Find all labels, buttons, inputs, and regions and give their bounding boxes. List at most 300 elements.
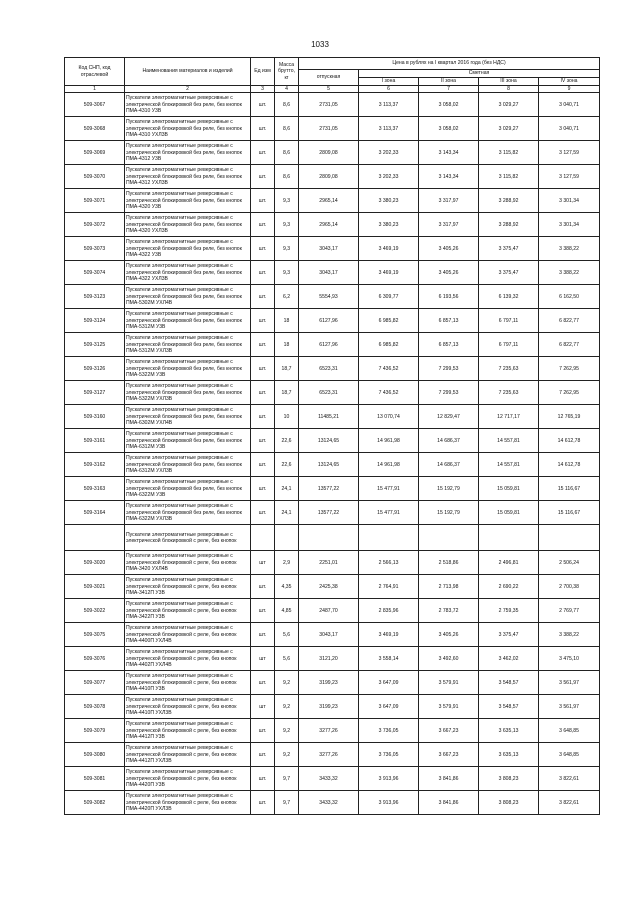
item-mass: 22,6 <box>275 453 299 477</box>
item-mass: 9,2 <box>275 719 299 743</box>
zone-2-price: 3 492,60 <box>419 647 479 671</box>
item-name: Пускатели электромагнитные реверсивные с электрической блокировкой с реле, без кнопок ПМА-4402П УХЛ4В <box>125 647 251 671</box>
release-price: 2731,05 <box>299 117 359 141</box>
item-unit: шт. <box>251 767 275 791</box>
item-code: 509-3068 <box>65 117 125 141</box>
zone-4-price: 3 475,10 <box>539 647 600 671</box>
item-mass: 8,6 <box>275 93 299 117</box>
item-mass: 9,7 <box>275 767 299 791</box>
column-number: 9 <box>539 86 600 93</box>
item-unit: шт <box>251 647 275 671</box>
table-row <box>65 575 600 599</box>
item-name: Пускатели электромагнитные реверсивные с электрической блокировкой без реле, без кнопок ПМА-4322 У3В <box>125 237 251 261</box>
item-name: Пускатели электромагнитные реверсивные с электрической блокировкой с реле, без кнопок ПМА-4412П У3В <box>125 719 251 743</box>
release-price: 3433,32 <box>299 767 359 791</box>
zone-3-price: 3 635,13 <box>479 743 539 767</box>
item-name: Пускатели электромагнитные реверсивные с электрической блокировкой без реле, без кнопок ПМА-5312М У3В <box>125 309 251 333</box>
zone-2-price: 3 841,86 <box>419 791 479 815</box>
item-code: 509-3071 <box>65 189 125 213</box>
zone-4-price: 14 612,78 <box>539 429 600 453</box>
release-price: 3043,17 <box>299 237 359 261</box>
zone-3-price: 3 808,23 <box>479 767 539 791</box>
item-unit: шт <box>251 695 275 719</box>
zone-2-price: 7 299,53 <box>419 357 479 381</box>
item-unit: шт. <box>251 285 275 309</box>
zone-4-price: 7 262,95 <box>539 381 600 405</box>
release-price: 13577,22 <box>299 477 359 501</box>
table-row <box>65 477 600 501</box>
item-unit: шт. <box>251 165 275 189</box>
column-number: 7 <box>419 86 479 93</box>
release-price: 2965,14 <box>299 189 359 213</box>
item-unit: шт. <box>251 381 275 405</box>
zone-2-price: 12 829,47 <box>419 405 479 429</box>
zone-4-price: 2 506,24 <box>539 551 600 575</box>
zone-3-price: 6 797,11 <box>479 309 539 333</box>
item-name: Пускатели электромагнитные реверсивные с электрической блокировкой без реле, без кнопок ПМА-6312М УХЛ3В <box>125 453 251 477</box>
item-code: 509-3020 <box>65 551 125 575</box>
zone-1-price: 6 985,82 <box>359 333 419 357</box>
table-row <box>65 93 600 117</box>
section-row <box>65 525 600 551</box>
item-name: Пускатели электромагнитные реверсивные с электрической блокировкой без реле, без кнопок ПМА-5302М УХЛ4В <box>125 285 251 309</box>
zone-1-price: 3 469,19 <box>359 623 419 647</box>
item-unit: шт. <box>251 599 275 623</box>
release-price: 3277,26 <box>299 719 359 743</box>
zone-1-price: 3 558,14 <box>359 647 419 671</box>
header-unit: Ед изм <box>251 58 275 86</box>
zone-2-price: 3 143,34 <box>419 141 479 165</box>
item-mass: 18 <box>275 333 299 357</box>
zone-3-price: 7 235,63 <box>479 357 539 381</box>
item-name: Пускатели электромагнитные реверсивные с электрической блокировкой без реле, без кнопок ПМА-4312 УХЛ3В <box>125 165 251 189</box>
item-name: Пускатели электромагнитные реверсивные с электрической блокировкой с реле, без кнопок ПМА-4410П УХЛ3В <box>125 695 251 719</box>
zone-3-price: 15 059,81 <box>479 501 539 525</box>
item-unit: шт. <box>251 477 275 501</box>
table-row <box>65 429 600 453</box>
zone-1-price: 15 477,91 <box>359 501 419 525</box>
item-code: 509-3162 <box>65 453 125 477</box>
zone-4-price: 3 040,71 <box>539 117 600 141</box>
item-name: Пускатели электромагнитные реверсивные с электрической блокировкой без реле, без кнопок ПМА-5322М УХЛ3В <box>125 381 251 405</box>
zone-1-price: 6 985,82 <box>359 309 419 333</box>
column-number: 4 <box>275 86 299 93</box>
table-row <box>65 213 600 237</box>
item-unit: шт. <box>251 623 275 647</box>
zone-3-price: 3 375,47 <box>479 623 539 647</box>
item-mass: 24,1 <box>275 477 299 501</box>
zone-2-price: 3 405,26 <box>419 261 479 285</box>
zone-2-price: 3 579,91 <box>419 671 479 695</box>
header-zone-1: I зона <box>359 78 419 86</box>
item-name: Пускатели электромагнитные реверсивные с электрической блокировкой с реле, без кнопок ПМА-3420 УХЛ4В <box>125 551 251 575</box>
zone-2-price: 3 841,86 <box>419 767 479 791</box>
column-number: 1 <box>65 86 125 93</box>
item-unit: шт. <box>251 189 275 213</box>
empty-cell <box>359 525 419 551</box>
zone-1-price: 6 309,77 <box>359 285 419 309</box>
item-mass: 22,6 <box>275 429 299 453</box>
empty-cell <box>65 525 125 551</box>
zone-1-price: 3 469,19 <box>359 261 419 285</box>
release-price: 11485,21 <box>299 405 359 429</box>
item-mass: 6,2 <box>275 285 299 309</box>
item-name: Пускатели электромагнитные реверсивные с электрической блокировкой без реле, без кнопок ПМА-4320 У3В <box>125 189 251 213</box>
table-row <box>65 309 600 333</box>
zone-2-price: 3 317,97 <box>419 189 479 213</box>
zone-2-price: 2 518,86 <box>419 551 479 575</box>
item-code: 509-3069 <box>65 141 125 165</box>
zone-2-price: 3 058,02 <box>419 93 479 117</box>
item-mass: 9,3 <box>275 237 299 261</box>
item-code: 509-3072 <box>65 213 125 237</box>
column-number: 3 <box>251 86 275 93</box>
empty-cell <box>419 525 479 551</box>
zone-4-price: 3 561,97 <box>539 671 600 695</box>
release-price: 6523,31 <box>299 381 359 405</box>
column-number: 6 <box>359 86 419 93</box>
zone-4-price: 6 162,50 <box>539 285 600 309</box>
table-row <box>65 671 600 695</box>
table-row <box>65 405 600 429</box>
zone-3-price: 14 557,81 <box>479 453 539 477</box>
zone-1-price: 3 913,96 <box>359 767 419 791</box>
item-code: 509-3076 <box>65 647 125 671</box>
zone-2-price: 3 317,97 <box>419 213 479 237</box>
header-price-group: Цена в рублях на I квартал 2016 года (без НДС) <box>299 58 600 70</box>
zone-1-price: 13 070,74 <box>359 405 419 429</box>
zone-3-price: 3 548,57 <box>479 695 539 719</box>
zone-1-price: 3 647,09 <box>359 695 419 719</box>
item-unit: шт. <box>251 309 275 333</box>
table-row <box>65 285 600 309</box>
header-mass: Масса брутто, кг <box>275 58 299 86</box>
zone-1-price: 3 736,05 <box>359 719 419 743</box>
zone-1-price: 2 835,96 <box>359 599 419 623</box>
zone-4-price: 3 648,85 <box>539 719 600 743</box>
item-name: Пускатели электромагнитные реверсивные с электрической блокировкой с реле, без кнопок ПМА-4412П УХЛ3В <box>125 743 251 767</box>
zone-4-price: 7 262,95 <box>539 357 600 381</box>
column-number: 5 <box>299 86 359 93</box>
zone-3-price: 3 288,92 <box>479 189 539 213</box>
item-mass: 18 <box>275 309 299 333</box>
table-row <box>65 551 600 575</box>
zone-3-price: 6 797,11 <box>479 333 539 357</box>
table-row <box>65 237 600 261</box>
item-mass: 8,6 <box>275 165 299 189</box>
header-name: Наименования материалов и изделий <box>125 58 251 86</box>
zone-1-price: 3 736,05 <box>359 743 419 767</box>
item-mass: 9,3 <box>275 189 299 213</box>
empty-cell <box>539 525 600 551</box>
release-price: 2425,38 <box>299 575 359 599</box>
item-name: Пускатели электромагнитные реверсивные с электрической блокировкой с реле, без кнопок ПМА-4410П У3В <box>125 671 251 695</box>
item-unit: шт. <box>251 333 275 357</box>
item-unit: шт. <box>251 405 275 429</box>
release-price: 3433,32 <box>299 791 359 815</box>
item-code: 509-3163 <box>65 477 125 501</box>
item-code: 509-3070 <box>65 165 125 189</box>
zone-1-price: 3 202,33 <box>359 141 419 165</box>
zone-1-price: 3 647,09 <box>359 671 419 695</box>
item-code: 509-3126 <box>65 357 125 381</box>
table-row <box>65 117 600 141</box>
zone-2-price: 3 579,91 <box>419 695 479 719</box>
item-code: 509-3125 <box>65 333 125 357</box>
zone-3-price: 3 635,13 <box>479 719 539 743</box>
item-name: Пускатели электромагнитные реверсивные с электрической блокировкой с реле, без кнопок ПМА-3412П У3В <box>125 575 251 599</box>
zone-3-price: 12 717,17 <box>479 405 539 429</box>
zone-1-price: 3 469,19 <box>359 237 419 261</box>
item-name: Пускатели электромагнитные реверсивные с электрической блокировкой без реле, без кнопок ПМА-5322М У3В <box>125 357 251 381</box>
zone-4-price: 3 388,22 <box>539 237 600 261</box>
item-mass: 9,2 <box>275 695 299 719</box>
item-name: Пускатели электромагнитные реверсивные с электрической блокировкой с реле, без кнопок ПМА-4420П У3В <box>125 767 251 791</box>
zone-4-price: 3 648,85 <box>539 743 600 767</box>
release-price: 13124,65 <box>299 429 359 453</box>
item-mass: 4,85 <box>275 599 299 623</box>
zone-1-price: 3 113,37 <box>359 93 419 117</box>
page-number: 1033 <box>311 40 329 49</box>
item-code: 509-3127 <box>65 381 125 405</box>
item-code: 509-3081 <box>65 767 125 791</box>
item-mass: 8,6 <box>275 117 299 141</box>
release-price: 6523,31 <box>299 357 359 381</box>
item-mass: 10 <box>275 405 299 429</box>
zone-3-price: 3 808,23 <box>479 791 539 815</box>
item-unit: шт. <box>251 141 275 165</box>
table-row <box>65 141 600 165</box>
release-price: 3199,23 <box>299 695 359 719</box>
zone-2-price: 2 713,98 <box>419 575 479 599</box>
zone-2-price: 2 783,72 <box>419 599 479 623</box>
zone-2-price: 7 299,53 <box>419 381 479 405</box>
zone-1-price: 2 764,91 <box>359 575 419 599</box>
item-mass: 5,6 <box>275 647 299 671</box>
item-unit: шт. <box>251 357 275 381</box>
header-zone-2: II зона <box>419 78 479 86</box>
item-mass: 9,7 <box>275 791 299 815</box>
release-price: 2965,14 <box>299 213 359 237</box>
item-unit: шт. <box>251 453 275 477</box>
zone-4-price: 14 612,78 <box>539 453 600 477</box>
release-price: 3121,20 <box>299 647 359 671</box>
table-row <box>65 501 600 525</box>
release-price: 6127,96 <box>299 309 359 333</box>
zone-4-price: 3 388,22 <box>539 261 600 285</box>
zone-4-price: 2 700,38 <box>539 575 600 599</box>
column-number: 8 <box>479 86 539 93</box>
zone-2-price: 3 058,02 <box>419 117 479 141</box>
item-code: 509-3164 <box>65 501 125 525</box>
item-code: 509-3161 <box>65 429 125 453</box>
item-name: Пускатели электромагнитные реверсивные с электрической блокировкой без реле, без кнопок ПМА-4322 УХЛ3В <box>125 261 251 285</box>
item-name: Пускатели электромагнитные реверсивные с электрической блокировкой без реле, без кнопок ПМА-6302М УХЛ4В <box>125 405 251 429</box>
table-row <box>65 381 600 405</box>
zone-1-price: 3 113,37 <box>359 117 419 141</box>
item-mass: 9,2 <box>275 743 299 767</box>
section-title: Пускатели электромагнитные реверсивные с электрической блокировкой с реле, без кнопок <box>125 525 251 551</box>
header-zone-3: III зона <box>479 78 539 86</box>
zone-2-price: 15 192,79 <box>419 501 479 525</box>
item-name: Пускатели электромагнитные реверсивные с электрической блокировкой без реле, без кнопок ПМА-5312М УХЛ3В <box>125 333 251 357</box>
zone-3-price: 3 029,27 <box>479 93 539 117</box>
zone-2-price: 6 193,56 <box>419 285 479 309</box>
zone-4-price: 3 561,97 <box>539 695 600 719</box>
item-name: Пускатели электромагнитные реверсивные с электрической блокировкой с реле, без кнопок ПМА-4400П УХЛ4В <box>125 623 251 647</box>
item-name: Пускатели электромагнитные реверсивные с электрической блокировкой без реле, без кнопок ПМА-4320 УХЛ3В <box>125 213 251 237</box>
table-row <box>65 453 600 477</box>
item-code: 509-3022 <box>65 599 125 623</box>
item-unit: шт. <box>251 791 275 815</box>
release-price: 3277,26 <box>299 743 359 767</box>
item-mass: 8,6 <box>275 141 299 165</box>
item-unit: шт. <box>251 501 275 525</box>
empty-cell <box>479 525 539 551</box>
zone-2-price: 6 857,13 <box>419 333 479 357</box>
item-name: Пускатели электромагнитные реверсивные с электрической блокировкой без реле, без кнопок ПМА-6322М У3В <box>125 477 251 501</box>
item-unit: шт. <box>251 117 275 141</box>
zone-2-price: 6 857,13 <box>419 309 479 333</box>
table-row <box>65 333 600 357</box>
zone-3-price: 2 496,81 <box>479 551 539 575</box>
zone-4-price: 6 822,77 <box>539 333 600 357</box>
item-code: 509-3124 <box>65 309 125 333</box>
zone-1-price: 7 436,52 <box>359 381 419 405</box>
zone-4-price: 3 388,22 <box>539 623 600 647</box>
release-price: 6127,96 <box>299 333 359 357</box>
zone-4-price: 6 822,77 <box>539 309 600 333</box>
header-zone-4: IV зона <box>539 78 600 86</box>
zone-1-price: 7 436,52 <box>359 357 419 381</box>
zone-4-price: 15 116,67 <box>539 501 600 525</box>
zone-1-price: 3 913,96 <box>359 791 419 815</box>
zone-3-price: 3 462,02 <box>479 647 539 671</box>
release-price: 2251,01 <box>299 551 359 575</box>
item-code: 509-3079 <box>65 719 125 743</box>
item-mass: 9,2 <box>275 671 299 695</box>
item-unit: шт. <box>251 261 275 285</box>
item-unit: шт. <box>251 575 275 599</box>
zone-3-price: 3 375,47 <box>479 237 539 261</box>
item-code: 509-3077 <box>65 671 125 695</box>
item-mass: 9,3 <box>275 213 299 237</box>
table-row <box>65 261 600 285</box>
release-price: 13124,65 <box>299 453 359 477</box>
item-code: 509-3080 <box>65 743 125 767</box>
empty-cell <box>299 525 359 551</box>
item-unit: шт. <box>251 719 275 743</box>
item-mass: 4,35 <box>275 575 299 599</box>
zone-3-price: 3 375,47 <box>479 261 539 285</box>
item-unit: шт. <box>251 93 275 117</box>
item-code: 509-3078 <box>65 695 125 719</box>
zone-1-price: 15 477,91 <box>359 477 419 501</box>
release-price: 2731,05 <box>299 93 359 117</box>
zone-2-price: 3 405,26 <box>419 237 479 261</box>
item-mass: 24,1 <box>275 501 299 525</box>
zone-2-price: 14 686,37 <box>419 429 479 453</box>
zone-4-price: 3 301,34 <box>539 213 600 237</box>
zone-1-price: 14 961,98 <box>359 453 419 477</box>
zone-4-price: 3 127,59 <box>539 141 600 165</box>
empty-cell <box>275 525 299 551</box>
item-name: Пускатели электромагнитные реверсивные с электрической блокировкой без реле, без кнопок ПМА-6322М УХЛ3В <box>125 501 251 525</box>
zone-4-price: 3 301,34 <box>539 189 600 213</box>
item-mass: 18,7 <box>275 381 299 405</box>
item-code: 509-3073 <box>65 237 125 261</box>
zone-3-price: 6 139,32 <box>479 285 539 309</box>
item-unit: шт. <box>251 671 275 695</box>
zone-2-price: 14 686,37 <box>419 453 479 477</box>
zone-3-price: 3 115,82 <box>479 165 539 189</box>
item-unit: шт <box>251 551 275 575</box>
release-price: 2487,70 <box>299 599 359 623</box>
table-row <box>65 719 600 743</box>
table-row <box>65 189 600 213</box>
release-price: 2809,08 <box>299 165 359 189</box>
table-row <box>65 647 600 671</box>
zone-4-price: 3 040,71 <box>539 93 600 117</box>
header-estimate: Сметная <box>359 70 600 78</box>
zone-3-price: 15 059,81 <box>479 477 539 501</box>
header-code: Код СНП, код отраслевой <box>65 58 125 86</box>
release-price: 3199,23 <box>299 671 359 695</box>
item-mass: 2,9 <box>275 551 299 575</box>
zone-1-price: 14 961,98 <box>359 429 419 453</box>
zone-3-price: 7 235,63 <box>479 381 539 405</box>
zone-2-price: 15 192,79 <box>419 477 479 501</box>
table-row <box>65 165 600 189</box>
zone-2-price: 3 667,23 <box>419 743 479 767</box>
zone-2-price: 3 405,26 <box>419 623 479 647</box>
zone-3-price: 14 557,81 <box>479 429 539 453</box>
zone-3-price: 3 548,57 <box>479 671 539 695</box>
item-code: 509-3074 <box>65 261 125 285</box>
release-price: 3043,17 <box>299 261 359 285</box>
item-mass: 5,6 <box>275 623 299 647</box>
item-name: Пускатели электромагнитные реверсивные с электрической блокировкой без реле, без кнопок ПМА-4310 У3В <box>125 93 251 117</box>
item-code: 509-3082 <box>65 791 125 815</box>
item-name: Пускатели электромагнитные реверсивные с электрической блокировкой без реле, без кнопок ПМА-4312 У3В <box>125 141 251 165</box>
item-unit: шт. <box>251 237 275 261</box>
zone-4-price: 3 127,59 <box>539 165 600 189</box>
item-mass: 9,3 <box>275 261 299 285</box>
table-row <box>65 357 600 381</box>
item-name: Пускатели электромагнитные реверсивные с электрической блокировкой без реле, без кнопок ПМА-6312М У3В <box>125 429 251 453</box>
table-row <box>65 695 600 719</box>
item-unit: шт. <box>251 429 275 453</box>
zone-1-price: 3 380,23 <box>359 189 419 213</box>
zone-1-price: 3 380,23 <box>359 213 419 237</box>
item-code: 509-3067 <box>65 93 125 117</box>
table-row <box>65 767 600 791</box>
zone-3-price: 3 115,82 <box>479 141 539 165</box>
zone-3-price: 3 029,27 <box>479 117 539 141</box>
item-code: 509-3160 <box>65 405 125 429</box>
release-price: 2809,08 <box>299 141 359 165</box>
zone-4-price: 2 769,77 <box>539 599 600 623</box>
empty-cell <box>251 525 275 551</box>
item-code: 509-3075 <box>65 623 125 647</box>
item-name: Пускатели электромагнитные реверсивные с электрической блокировкой с реле, без кнопок ПМА-4420П УХЛ3В <box>125 791 251 815</box>
zone-4-price: 15 116,67 <box>539 477 600 501</box>
item-name: Пускатели электромагнитные реверсивные с электрической блокировкой без реле, без кнопок ПМА-4310 УХЛ3В <box>125 117 251 141</box>
item-unit: шт. <box>251 213 275 237</box>
release-price: 3043,17 <box>299 623 359 647</box>
zone-2-price: 3 143,34 <box>419 165 479 189</box>
zone-2-price: 3 667,23 <box>419 719 479 743</box>
